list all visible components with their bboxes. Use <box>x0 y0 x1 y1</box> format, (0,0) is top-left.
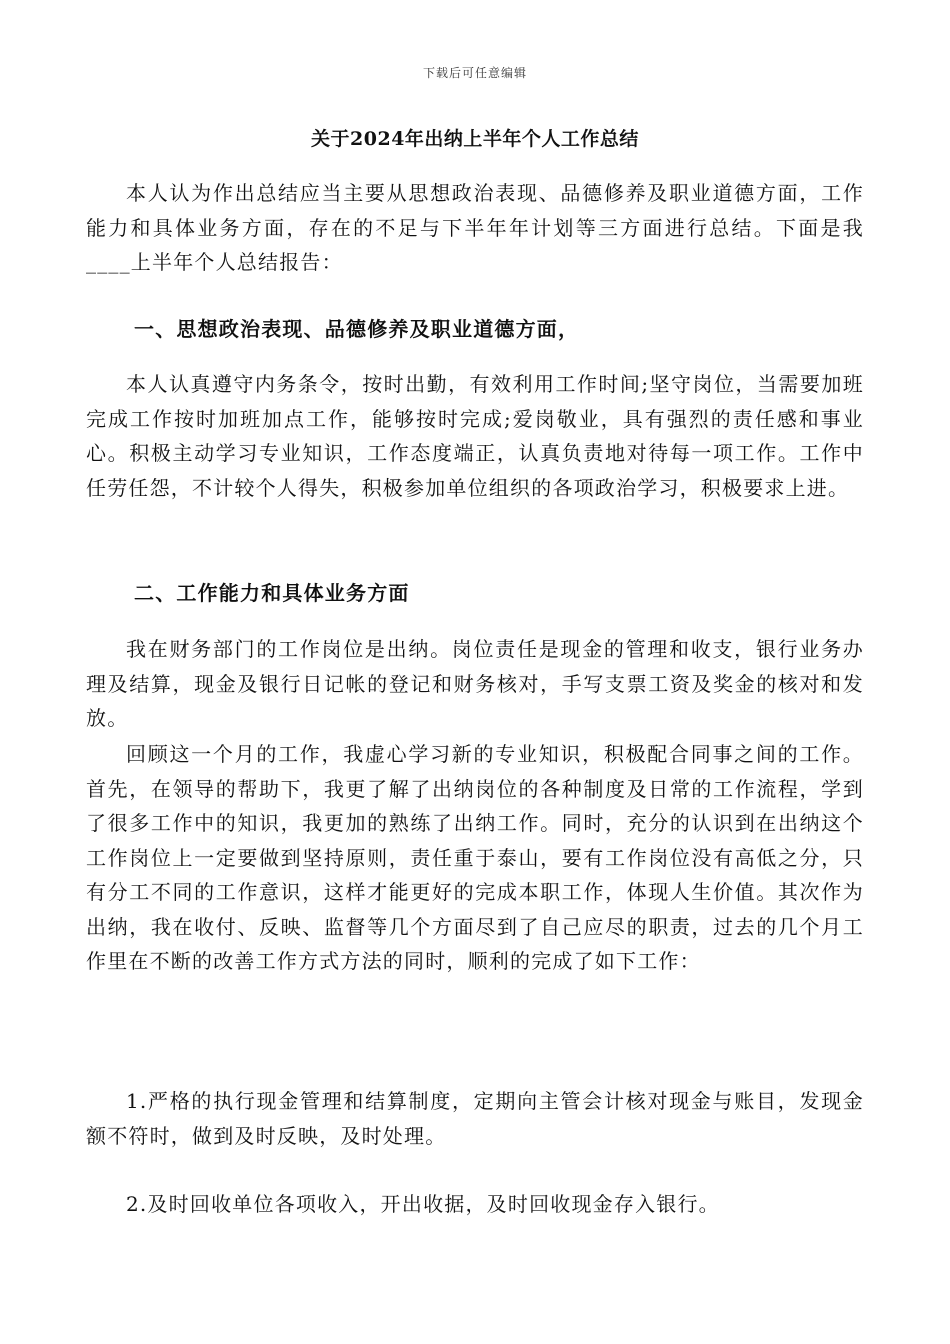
list-item-1: 1.严格的执行现金管理和结算制度，定期向主管会计核对现金与账目，发现金额不符时，做到及时反映，及时处理。 <box>86 1089 864 1148</box>
intro-paragraph: 本人认为作出总结应当主要从思想政治表现、品德修养及职业道德方面，工作能力和具体业务方面，存在的不足与下半年年计划等三方面进行总结。下面是我____上半年个人总结报告： <box>86 181 864 274</box>
section-2-paragraph-1: 我在财务部门的工作岗位是出纳。岗位责任是现金的管理和收支，银行业务办理及结算，现金及银行日记帐的登记和财务核对，手写支票工资及奖金的核对和发放。 <box>86 637 864 730</box>
document-title: 关于2024年出纳上半年个人工作总结 <box>311 128 639 150</box>
section-1-paragraph: 本人认真遵守内务条令，按时出勤，有效利用工作时间;坚守岗位，当需要加班完成工作按时加班加点工作，能够按时完成;爱岗敬业，具有强烈的责任感和事业心。积极主动学习专业知识，工作态度端正，认真负责地对待每一项工作。工作中任劳任怨，不计较个人得失，积极参加单位组织的各项政治学习，积极要求上进。 <box>86 372 864 500</box>
section-2-heading: 二、工作能力和具体业务方面 <box>134 581 410 605</box>
section-2-paragraph-2: 回顾这一个月的工作，我虚心学习新的专业知识，积极配合同事之间的工作。首先，在领导的帮助下，我更了解了出纳岗位的各种制度及日常的工作流程，学到了很多工作中的知识，我更加的熟练了出纳工作。同时，充分的认识到在出纳这个工作岗位上一定要做到坚持原则，责任重于泰山，要有工作岗位没有高低之分，只有分工不同的工作意识，这样才能更好的完成本职工作，体现人生价值。其次作为出纳，我在收付、反映、监督等几个方面尽到了自己应尽的职责，过去的几个月工作里在不断的改善工作方式方法的同时，顺利的完成了如下工作： <box>86 742 864 973</box>
section-1-heading: 一、思想政治表现、品德修养及职业道德方面， <box>134 317 580 341</box>
header-note: 下载后可任意编辑 <box>422 66 527 80</box>
list-item-2: 2.及时回收单位各项收入，开出收据，及时回收现金存入银行。 <box>126 1192 720 1216</box>
